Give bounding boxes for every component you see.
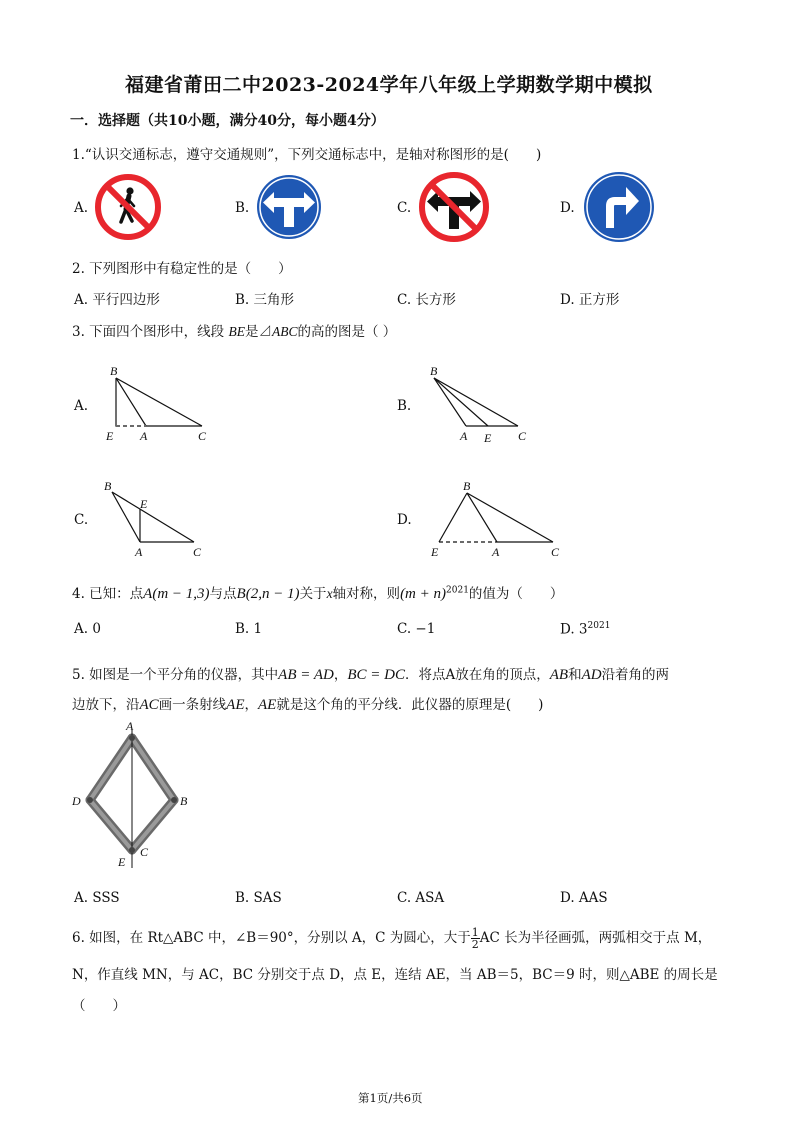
q4-option-d <box>560 621 610 638</box>
q4-option-c: C. −1 <box>397 621 436 637</box>
q5-ab: AB <box>549 667 569 683</box>
q3-triangle-abc: ABC <box>271 324 298 339</box>
q6-text-a: 6. 如图，在 Rt△ABC 中，∠B＝90°，分别以 A，C 为圆心，大于 <box>72 930 471 946</box>
q5-ad: AD <box>581 667 602 683</box>
q2-option-a: A. 平行四边形 <box>74 292 160 308</box>
question-2-text: 2. 下列图形中有稳定性的是（ ） <box>72 261 292 277</box>
q3d-point-c: C <box>551 545 560 559</box>
q4-expression: (m + n) <box>400 586 447 602</box>
q4-option-a: A. 0 <box>74 621 101 637</box>
q4-option-b: B. 1 <box>235 621 263 637</box>
question-4-text <box>72 582 563 603</box>
q3a-point-b: B <box>110 364 118 378</box>
q5-option-a: A. SSS <box>74 890 120 906</box>
q5-text: 沿着角的两 <box>601 667 670 683</box>
turn-left-or-right-sign-icon <box>255 173 323 241</box>
q3a-point-e: E <box>106 429 114 443</box>
q3-text-a: 3. 下面四个图形中，线段 <box>72 324 225 340</box>
q4-mid3: 轴对称，则 <box>332 586 401 602</box>
page-footer: 第1页/共6页 <box>358 1091 423 1105</box>
q5-option-b: B. SAS <box>235 890 282 906</box>
q5-point-a: A <box>126 719 134 733</box>
q4-point-a: A(m − 1,3) <box>143 586 210 602</box>
q5-option-c: C. ASA <box>397 890 445 906</box>
q4-mid2: 关于 <box>299 586 327 602</box>
question-6-line-2: N，作直线 MN，与 AC，BC 分别交于点 D，点 E，连结 AE，当 AB＝5，BC＝9 时，则△ABE 的周长是 <box>72 967 718 983</box>
turn-right-sign-icon <box>582 170 656 244</box>
q3c-point-a: A <box>135 545 143 559</box>
q3c-point-c: C <box>193 545 202 559</box>
q2-option-b: B. 三角形 <box>235 292 295 308</box>
q3-figure-a <box>100 362 220 447</box>
q6-text-b: AC 长为半径画弧，两弧相交于点 M， <box>479 930 712 946</box>
question-6-line-1 <box>72 926 711 950</box>
q5-point-d: D <box>72 794 81 808</box>
q1-option-a-label: A. <box>74 200 89 216</box>
q3c-point-e: E <box>140 497 148 511</box>
q3d-point-a: A <box>492 545 500 559</box>
q3b-point-e: E <box>484 431 492 445</box>
q5-text: 画一条射线 <box>158 697 227 713</box>
q5-text: ， <box>244 697 258 713</box>
q3-figure-b <box>422 362 537 447</box>
q3-option-b-label: B. <box>397 398 412 414</box>
question-1-text: 1.“认识交通标志，遵守交通规则”，下列交通标志中，是轴对称图形的是( ) <box>72 147 542 163</box>
page-title: 福建省莆田二中2023-2024学年八年级上学期数学期中模拟 <box>125 74 653 96</box>
q3b-point-a: A <box>460 429 468 443</box>
no-pedestrian-sign-icon <box>94 173 162 241</box>
q3b-point-b: B <box>430 364 438 378</box>
q3d-point-e: E <box>431 545 439 559</box>
q2-option-d: D. 正方形 <box>560 292 620 308</box>
q5-point-b: B <box>180 794 188 808</box>
section-heading: 一．选择题（共10小题，满分40分，每小题4分） <box>70 113 385 129</box>
q6-fraction-half <box>471 927 480 950</box>
q4-mid1: 与点 <box>209 586 237 602</box>
q3-option-d-label: D. <box>397 512 412 528</box>
q5-point-e: E <box>118 855 126 869</box>
q4-point-b: B(2,n − 1) <box>236 586 300 602</box>
q5-text: 5. 如图是一个平分角的仪器，其中 <box>72 667 279 683</box>
q5-text: ．将点A放在角的顶点， <box>404 667 550 683</box>
q2-option-c: C. 长方形 <box>397 292 456 308</box>
no-left-or-right-turn-sign-icon <box>418 171 490 243</box>
q4-post: 的值为（ ） <box>468 586 564 602</box>
q5-text: 边放下，沿 <box>72 697 140 713</box>
q3c-point-b: B <box>104 479 112 493</box>
q6-fraction-denominator: 2 <box>471 938 479 951</box>
q5-ac: AC <box>139 697 159 713</box>
q3-figure-d <box>425 478 565 563</box>
q4-option-d-base: D. 3 <box>560 621 588 638</box>
q3-text-c: 的高的图是（ ） <box>297 324 397 340</box>
question-3-text <box>72 320 396 340</box>
q5-point-c: C <box>140 845 149 859</box>
q5-ae: AE <box>226 697 245 713</box>
q1-option-b-label: B. <box>235 200 250 216</box>
question-5-line-1 <box>72 663 669 684</box>
question-5-line-2 <box>72 693 543 714</box>
q5-text: 和 <box>568 667 582 683</box>
q3-option-c-label: C. <box>74 512 89 528</box>
q3-option-a-label: A. <box>74 398 89 414</box>
q5-text: ， <box>333 667 348 683</box>
q3-text-b: 是⊿ <box>244 324 272 340</box>
q5-angle-bisector-instrument <box>66 716 206 876</box>
q5-eq-bc-dc: BC = DC <box>347 667 405 683</box>
q4-option-d-exponent: 2021 <box>587 621 611 631</box>
q5-text: 就是这个角的平分线．此仪器的原理是( ) <box>276 697 544 713</box>
q1-option-d-label: D. <box>560 200 575 216</box>
question-6-line-3: （ ） <box>72 998 126 1014</box>
q4-exponent: 2021 <box>446 585 469 596</box>
q5-eq-ab-ad: AB = AD <box>278 667 334 683</box>
q3a-point-c: C <box>198 429 207 443</box>
q3-segment-be: BE <box>228 324 245 339</box>
q5-option-d: D. AAS <box>560 890 608 906</box>
q3-figure-c <box>100 476 215 561</box>
q4-axis: x <box>326 586 333 601</box>
q3b-point-c: C <box>518 429 527 443</box>
q1-option-c-label: C. <box>397 200 412 216</box>
q5-ae-2: AE <box>258 697 277 713</box>
q6-fraction-numerator: 1 <box>471 926 479 939</box>
q3d-point-b: B <box>463 479 471 493</box>
q3a-point-a: A <box>140 429 148 443</box>
q4-pre: 4. 已知：点 <box>72 586 144 602</box>
